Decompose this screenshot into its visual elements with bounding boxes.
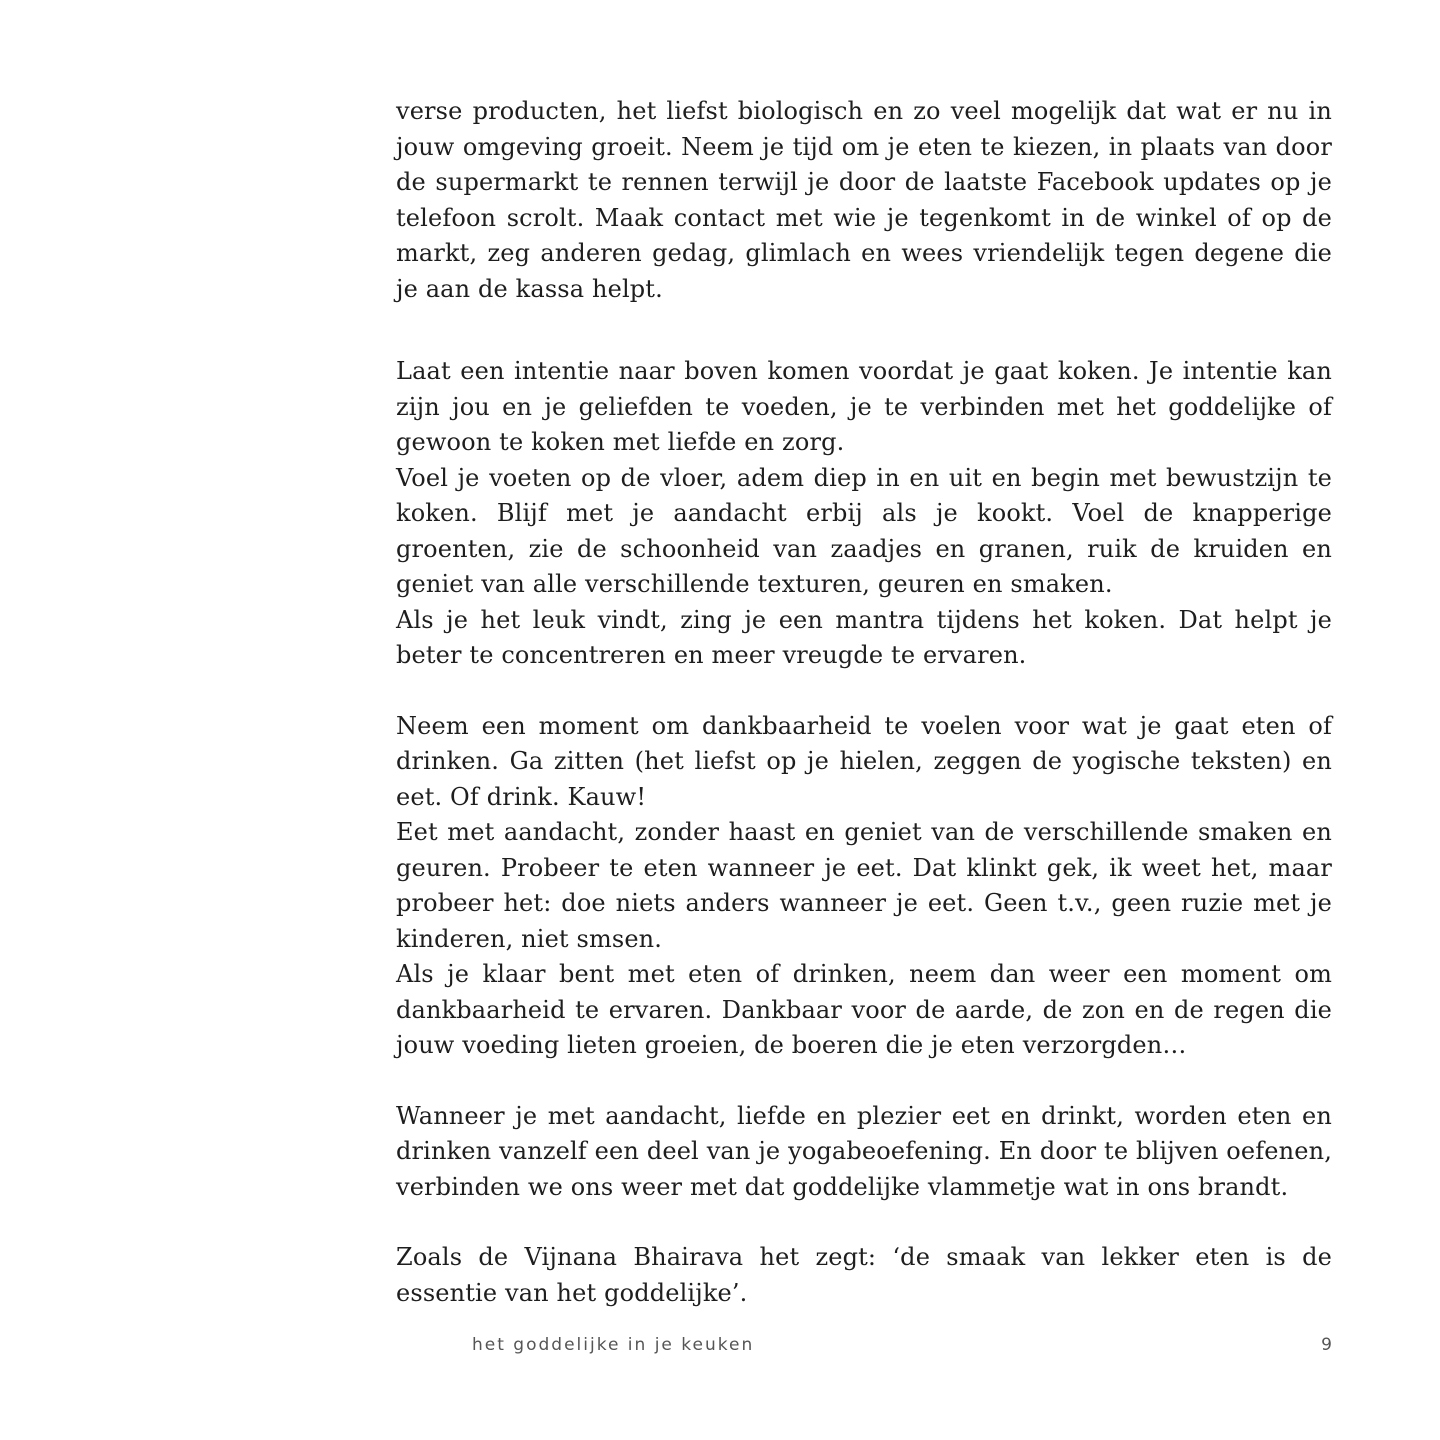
running-footer-title: het goddelijke in je keuken [472,1335,755,1355]
paragraph-mindful-eating: Eet met aandacht, zonder haast en geniet van de verschillende smaken en geuren. Probeer te eten wanneer je eet. Dat klinkt gek, ik weet het, maar probeer het: doe niets anders wanneer je eet. Geen t.v., geen ruzie met je kinderen, niet smsen. [396,818,1332,953]
paragraph-intention: Laat een intentie naar boven komen voordat je gaat koken. Je intentie kan zijn jou en je geliefden te voeden, je te verbinden met het goddelijke of gewoon te koken met liefde en zorg. [396,357,1332,456]
paragraph-shopping: verse producten, het liefst biologisch en zo veel mogelijk dat wat er nu in jouw omgeving groeit. Neem je tijd om je eten te kiezen, in plaats van door de supermarkt te rennen terwijl je door de laatste Facebook updates op je telefoon scrolt. Maak contact met wie je tegenkomt in de winkel of op de markt, zeg anderen gedag, glimlach en wees vriendelijk tegen degene die je aan de kassa helpt. [396,97,1332,303]
paragraph-gratitude-after: Als je klaar bent met eten of drinken, neem dan weer een moment om dankbaarheid te ervaren. Dankbaar voor de aarde, de zon en de regen die jouw voeding lieten groeien, de boeren die je eten verzorgden… [396,960,1332,1059]
body-text [396,94,1332,1311]
paragraph-yoga-practice: Wanneer je met aandacht, liefde en plezier eet en drinkt, worden eten en drinken vanzelf een deel van je yogabeoefening. En door te blijven oefenen, verbinden we ons weer met dat goddelijke vlammetje wat in ons brandt. [396,1101,1332,1201]
paragraph-quote: Zoals de Vijnana Bhairava het zegt: ‘de smaak van lekker eten is de essentie van het goddelijke’. [396,1243,1332,1307]
paragraph-cooking: Voel je voeten op de vloer, adem diep in en uit en begin met bewustzijn te koken. Blijf met je aandacht erbij als je kookt. Voel de knapperige groenten, zie de schoonheid van zaadjes en granen, ruik de kruiden en geniet van alle verschillende texturen, geuren en smaken. [396,463,1332,598]
paragraph-mantra: Als je het leuk vindt, zing je een mantra tijdens het koken. Dat helpt je beter te concentreren en meer vreugde te ervaren. [396,605,1332,669]
page-number: 9 [1321,1335,1332,1355]
paragraph-gratitude-before: Neem een moment om dankbaarheid te voelen voor wat je gaat eten of drinken. Ga zitten (het liefst op je hielen, zeggen de yogische teksten) en eet. Of drink. Kauw! [396,711,1332,811]
